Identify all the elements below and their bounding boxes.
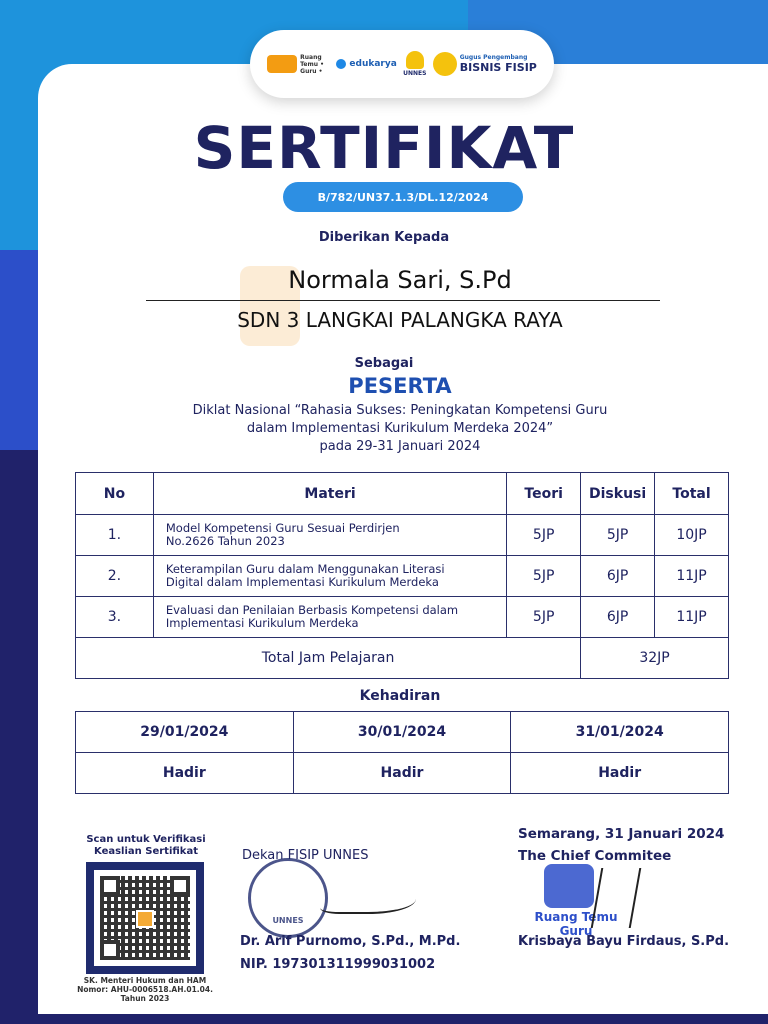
attendance-status: Hadir	[76, 753, 294, 794]
qr-finder	[170, 876, 190, 896]
scan-text-line: Scan untuk Verifikasi	[86, 834, 206, 845]
registration-line: SK. Menteri Hukum dan HAM	[83, 976, 207, 985]
attendance-date: 29/01/2024	[76, 712, 294, 753]
row-materi-line: Keterampilan Guru dalam Menggunakan Literasi	[165, 562, 445, 576]
fisip-emblem-icon	[433, 52, 457, 76]
place-date: Semarang, 31 Januari 2024	[518, 826, 725, 842]
certificate-title: SERTIFIKAT	[193, 114, 575, 182]
row-materi-line: Implementasi Kurikulum Merdeka	[165, 616, 359, 630]
qr-pattern	[100, 876, 190, 960]
certificate-number: B/782/UN37.1.3/DL.12/2024	[283, 182, 523, 212]
total-hours-label: Total Jam Pelajaran	[76, 638, 581, 679]
event-date: pada 29-31 Januari 2024	[319, 439, 481, 454]
row-no: 3.	[76, 597, 154, 638]
row-materi-line: No.2626 Tahun 2023	[165, 534, 285, 548]
ruang-temu-guru-text: Ruang Temu • Guru •	[300, 53, 324, 75]
ruang-temu-guru-logo	[267, 54, 330, 75]
row-diskusi: 6JP	[581, 597, 655, 638]
scan-text-line: Keaslian Sertifikat	[94, 846, 198, 857]
attendance-date-row	[76, 712, 729, 753]
attendance-status: Hadir	[511, 753, 729, 794]
table-row	[76, 515, 729, 556]
fisip-subtitle: Gugus Pengembang	[459, 54, 528, 61]
table-row	[76, 597, 729, 638]
qr-finder	[100, 940, 120, 960]
attendance-label: Kehadiran	[359, 688, 441, 704]
university-stamp-icon	[248, 858, 328, 938]
dean-nip: NIP. 197301311999031002	[240, 957, 436, 972]
total-hours-value: 32JP	[581, 638, 729, 679]
row-no: 2.	[76, 556, 154, 597]
row-materi	[153, 597, 506, 638]
unnes-logo	[403, 51, 426, 77]
dean-name: Dr. Arif Purnomo, S.Pd., M.Pd.	[240, 934, 461, 949]
committee-name: Krisbaya Bayu Firdaus, S.Pd.	[518, 934, 730, 949]
fisip-logo	[433, 52, 537, 76]
attendance-status: Hadir	[293, 753, 511, 794]
event-line-1: Diklat Nasional “Rahasia Sukses: Peningkatan Kompetensi Guru	[192, 403, 608, 418]
registration-line: Nomor: AHU-0006518.AH.01.04.	[77, 985, 213, 994]
given-to-label: Diberikan Kepada	[318, 230, 450, 245]
edukarya-text: edukarya	[349, 59, 397, 69]
row-total: 11JP	[655, 597, 729, 638]
unnes-emblem-icon	[406, 51, 424, 69]
role-title: PESERTA	[348, 374, 452, 398]
total-row	[76, 638, 729, 679]
recipient-name: Normala Sari, S.Pd	[288, 266, 512, 294]
fisip-title: BISNIS FISIP	[459, 61, 537, 74]
header-materi: Materi	[153, 473, 506, 515]
dean-signature	[320, 884, 416, 914]
header-diskusi: Diskusi	[581, 473, 655, 515]
dean-title: Dekan FISIP UNNES	[242, 848, 369, 863]
stamp-text: UNNES	[272, 915, 304, 925]
edukarya-logo	[336, 59, 396, 69]
table-row	[76, 556, 729, 597]
row-materi-line: Evaluasi dan Penilaian Berbasis Kompetensi dalam	[165, 603, 459, 617]
ruang-temu-guru-stamp-icon	[544, 864, 594, 908]
name-underline	[146, 300, 660, 301]
header-teori: Teori	[507, 473, 581, 515]
bottom-bar	[38, 1014, 768, 1024]
committee-title: The Chief Commitee	[518, 848, 672, 864]
recipient-school: SDN 3 LANGKAI PALANGKA RAYA	[237, 308, 563, 332]
row-diskusi: 6JP	[581, 556, 655, 597]
row-materi	[153, 556, 506, 597]
attendance-date: 30/01/2024	[293, 712, 511, 753]
attendance-date: 31/01/2024	[511, 712, 729, 753]
event-line-2: dalam Implementasi Kurikulum Merdeka 2024”	[246, 421, 554, 436]
qr-finder	[100, 876, 120, 896]
header-total: Total	[655, 473, 729, 515]
as-label: Sebagai	[354, 356, 414, 371]
row-materi	[153, 515, 506, 556]
header-no: No	[76, 473, 154, 515]
qr-logo-icon	[136, 910, 154, 928]
row-materi-line: Digital dalam Implementasi Kurikulum Merdeka	[165, 575, 439, 589]
committee-logo-text: Ruang Temu Guru	[534, 910, 618, 938]
ruang-temu-guru-icon	[267, 55, 297, 73]
registration-info	[70, 976, 220, 1003]
attendance-table	[75, 711, 729, 794]
unnes-text: UNNES	[403, 70, 427, 77]
scan-verification-label	[76, 834, 216, 858]
row-teori: 5JP	[507, 515, 581, 556]
row-total: 10JP	[655, 515, 729, 556]
row-materi-line: Model Kompetensi Guru Sesuai Perdirjen	[165, 521, 400, 535]
registration-line: Tahun 2023	[120, 994, 170, 1003]
materi-table	[75, 472, 729, 679]
logo-bar	[250, 30, 554, 98]
edukarya-icon	[336, 59, 346, 69]
qr-code[interactable]	[86, 862, 204, 974]
event-description	[0, 402, 768, 456]
table-header-row	[76, 473, 729, 515]
row-diskusi: 5JP	[581, 515, 655, 556]
row-total: 11JP	[655, 556, 729, 597]
row-teori: 5JP	[507, 556, 581, 597]
attendance-status-row	[76, 753, 729, 794]
row-teori: 5JP	[507, 597, 581, 638]
row-no: 1.	[76, 515, 154, 556]
